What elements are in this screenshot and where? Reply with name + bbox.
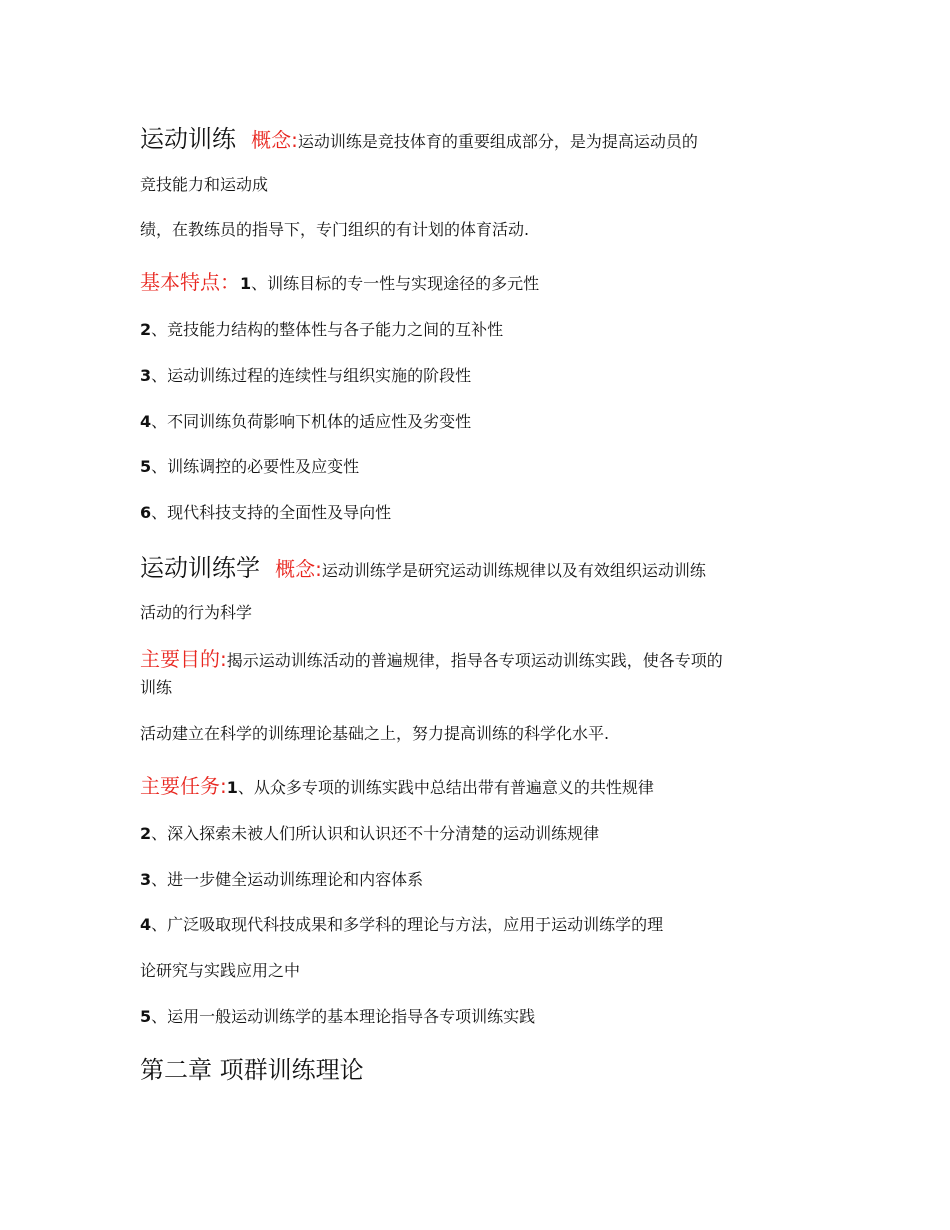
science-purpose-line-1 <box>140 648 723 672</box>
training-feature-6 <box>140 502 391 524</box>
training-concept-text-1: 运动训练是竞技体育的重要组成部分，是为提高运动员的 <box>297 132 698 151</box>
science-task-2 <box>140 823 599 845</box>
feature-text: 、不同训练负荷影响下机体的适应性及劣变性 <box>151 412 472 431</box>
science-task-4-continuation: 论研究与实践应用之中 <box>140 961 301 980</box>
task-number: 5 <box>140 1007 152 1026</box>
training-feature-4 <box>140 411 471 433</box>
science-concept-label: 概念: <box>275 557 322 581</box>
feature-text: 、运动训练过程的连续性与组织实施的阶段性 <box>151 366 472 385</box>
feature-number: 5 <box>140 457 152 476</box>
task-number: 1 <box>226 778 238 797</box>
training-concept-line-1 <box>140 124 698 154</box>
purpose-text-1: 揭示运动训练活动的普遍规律，指导各专项运动训练实践，使各专项的 <box>226 651 723 670</box>
training-concept-label: 概念: <box>251 128 298 152</box>
science-concept-line-1 <box>140 553 706 583</box>
feature-text: 、竞技能力结构的整体性与各子能力之间的互补性 <box>151 320 504 339</box>
training-feature-1 <box>140 271 539 295</box>
training-feature-5 <box>140 456 359 478</box>
training-concept-text-2: 竞技能力和运动成 <box>140 175 269 194</box>
feature-text: 、现代科技支持的全面性及导向性 <box>151 503 392 522</box>
training-concept-text-3: 绩，在教练员的指导下，专门组织的有计划的体育活动. <box>140 220 530 239</box>
science-concept-text-1: 运动训练学是研究运动训练规律以及有效组织运动训练 <box>321 561 706 580</box>
feature-number: 1 <box>240 274 252 293</box>
science-title: 运动训练学 <box>140 554 260 582</box>
task-text: 、从众多专项的训练实践中总结出带有普遍意义的共性规律 <box>237 778 654 797</box>
task-text: 、广泛吸取现代科技成果和多学科的理论与方法，应用于运动训练学的理 <box>151 915 664 934</box>
science-task-3 <box>140 869 423 891</box>
features-label: 基本特点： <box>140 270 240 294</box>
training-feature-3 <box>140 365 471 387</box>
science-task-5 <box>140 1006 535 1028</box>
task-number: 3 <box>140 870 152 889</box>
feature-number: 2 <box>140 320 152 339</box>
task-number: 4 <box>140 915 152 934</box>
task-text: 、深入探索未被人们所认识和认识还不十分清楚的运动训练规律 <box>151 824 600 843</box>
feature-text: 、训练调控的必要性及应变性 <box>151 457 360 476</box>
training-feature-2 <box>140 319 503 341</box>
feature-text: 、训练目标的专一性与实现途径的多元性 <box>251 274 540 293</box>
purpose-text-2: 训练 <box>140 678 173 697</box>
task-text: 、进一步健全运动训练理论和内容体系 <box>151 870 424 889</box>
task-text: 、运用一般运动训练学的基本理论指导各专项训练实践 <box>151 1007 536 1026</box>
tasks-label: 主要任务: <box>140 774 227 798</box>
feature-number: 6 <box>140 503 152 522</box>
task-number: 2 <box>140 824 152 843</box>
training-title: 运动训练 <box>140 125 236 153</box>
science-task-1 <box>140 775 654 799</box>
science-task-4 <box>140 914 663 936</box>
feature-number: 3 <box>140 366 152 385</box>
purpose-label: 主要目的: <box>140 647 227 671</box>
chapter-2-title: 第二章 项群训练理论 <box>140 1056 364 1084</box>
science-concept-text-2: 活动的行为科学 <box>140 603 253 622</box>
purpose-text-3: 活动建立在科学的训练理论基础之上，努力提高训练的科学化水平. <box>140 724 610 743</box>
feature-number: 4 <box>140 412 152 431</box>
